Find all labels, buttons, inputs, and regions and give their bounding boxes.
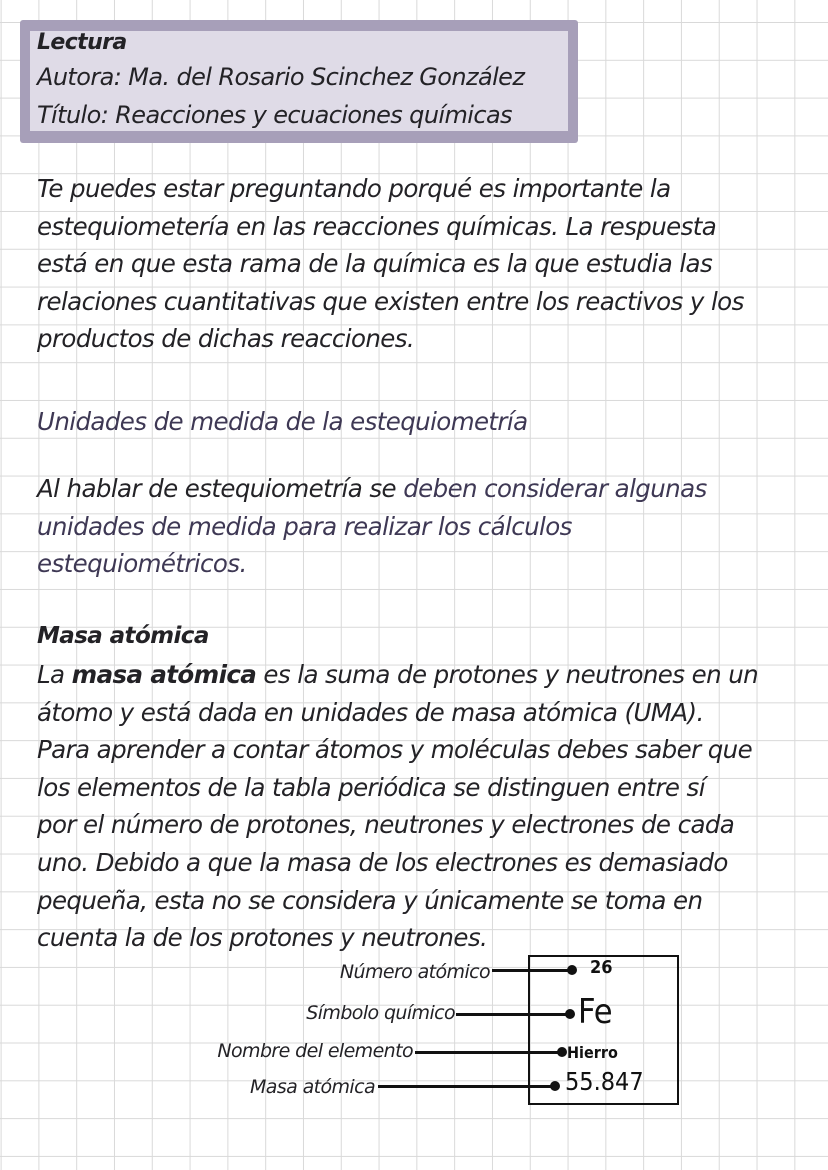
element-symbol: Fe bbox=[578, 992, 613, 1032]
atomic-mass-line: por el número de protones, neutrones y electrones de cada bbox=[37, 810, 735, 840]
units-line bbox=[37, 470, 807, 508]
atomic-mass-paragraph bbox=[37, 656, 807, 957]
bold-term: masa atómica bbox=[71, 660, 257, 689]
intro-line: relaciones cuantitativas que existen entre los reactivos y los bbox=[37, 286, 744, 316]
label-atomic-number: Número atómico bbox=[339, 961, 490, 983]
label-atomic-mass: Masa atómica bbox=[249, 1076, 375, 1098]
units-line: unidades de medida para realizar los cálculos bbox=[37, 511, 572, 541]
atomic-mass-line: Para aprender a contar átomos y moléculas debes saber que bbox=[37, 735, 753, 765]
intro-line: estequiometería en las reacciones químicas. La respuesta bbox=[37, 211, 717, 241]
text: La bbox=[37, 660, 72, 689]
units-line: estequiométricos. bbox=[37, 549, 247, 579]
intro-line: está en que esta rama de la química es la que estudia las bbox=[37, 249, 713, 279]
label-element-name: Nombre del elemento bbox=[217, 1040, 413, 1062]
leader-line bbox=[456, 1013, 570, 1016]
atomic-mass-line bbox=[37, 656, 807, 694]
pointer-dot bbox=[567, 965, 577, 975]
leader-line bbox=[378, 1085, 554, 1088]
text: es la suma de protones y neutrones en un bbox=[256, 660, 759, 689]
atomic-mass-line: átomo y está dada en unidades de masa atómica (UMA). bbox=[37, 697, 704, 727]
units-text-accent: deben considerar algunas bbox=[403, 474, 707, 503]
leader-line bbox=[415, 1051, 561, 1054]
pointer-dot bbox=[557, 1047, 567, 1057]
intro-line: Te puedes estar preguntando porqué es importante la bbox=[37, 174, 671, 203]
units-text: Al hablar de estequiometría se bbox=[37, 474, 404, 503]
atomic-mass-line: cuenta la de los protones y neutrones. bbox=[37, 923, 488, 953]
units-paragraph bbox=[37, 470, 807, 583]
atomic-mass-line: pequeña, esta no se considera y únicamente se toma en bbox=[37, 885, 703, 915]
label-symbol: Símbolo químico bbox=[306, 1002, 455, 1024]
element-name: Hierro bbox=[567, 1043, 618, 1062]
element-atomic-number: 26 bbox=[590, 957, 613, 978]
author-line: Autora: Ma. del Rosario Scinchez González bbox=[37, 63, 525, 91]
pointer-dot bbox=[550, 1081, 560, 1091]
atomic-mass-line: los elementos de la tabla periódica se distinguen entre sí bbox=[37, 772, 705, 802]
pointer-dot bbox=[565, 1009, 575, 1019]
title-line: Título: Reacciones y ecuaciones químicas bbox=[37, 101, 512, 129]
reading-label: Lectura bbox=[37, 30, 127, 55]
atomic-mass-line: uno. Debido a que la masa de los electrones es demasiado bbox=[37, 847, 728, 877]
leader-line bbox=[492, 969, 572, 972]
element-atomic-mass: 55.847 bbox=[565, 1067, 644, 1096]
intro-paragraph bbox=[37, 170, 807, 358]
intro-line: productos de dichas reacciones. bbox=[37, 324, 415, 354]
atomic-mass-heading: Masa atómica bbox=[37, 623, 209, 649]
units-heading: Unidades de medida de la estequiometría bbox=[37, 407, 528, 436]
